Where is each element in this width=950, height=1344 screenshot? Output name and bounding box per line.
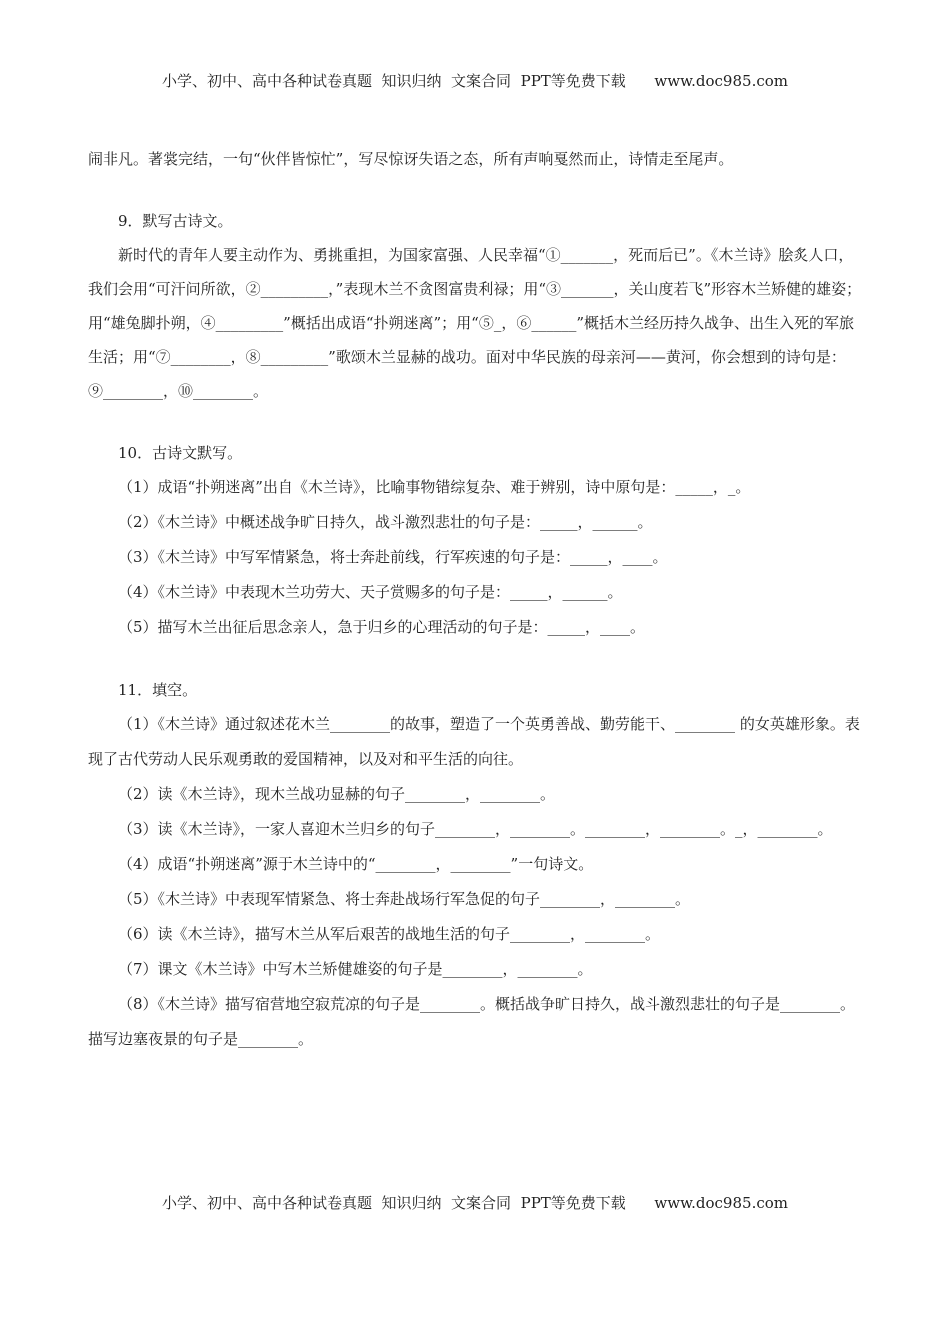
q10-item-1: （1）成语“扑朔迷离”出自《木兰诗》，比喻事物错综复杂、难于辨别，诗中原句是：_____，_。 [118, 478, 751, 496]
q10-item-2: （2）《木兰诗》中概述战争旷日持久，战斗激烈悲壮的句子是：_____，______。 [118, 513, 653, 531]
q9-body: 新时代的青年人要主动作为、勇挑重担，为国家富强、人民幸福“①_______，死而后已”。《木兰诗》脍炙人口，我们会用“可汗问所欲，②_________，”表现木兰不贪图富贵利禄；用“③_______，关山度若飞”形容木兰矫健的雄姿；用“雄兔脚扑朔，④_________”概括出成语“扑朔迷离”；用“⑤_，⑥______”概括木兰经历持久战争、出生入死的军旅生活；用“⑦________，⑧_________”歌颂木兰显赫的战功。面对中华民族的母亲河——黄河，你会想到的诗句是：⑨________，⑩________。 [88, 246, 862, 400]
q11-item-8: （8）《木兰诗》描写宿营地空寂荒凉的句子是________。概括战争旷日持久，战斗激烈悲壮的句子是________。描写边塞夜景的句子是________。 [88, 995, 856, 1048]
q11-item-3: （3）读《木兰诗》，一家人喜迎木兰归乡的句子________，________。________，________。_，________。 [118, 820, 833, 838]
q11-item-2: （2）读《木兰诗》，现木兰战功显赫的句子________，________。 [118, 785, 556, 803]
page-footer: 小学、初中、高中各种试卷真题 知识归纳 文案合同 PPT等免费下载 www.doc985.com [161, 1194, 788, 1212]
q10-title: 10．古诗文默写。 [118, 444, 243, 462]
document-body [88, 142, 864, 1057]
q11-item-1: （1）《木兰诗》通过叙述花木兰________的故事，塑造了一个英勇善战、勤劳能干、________ 的女英雄形象。表现了古代劳动人民乐观勇敢的爱国精神，以及对和平生活的向往。 [88, 715, 860, 768]
q11-title: 11．填空。 [118, 681, 198, 699]
page-header: 小学、初中、高中各种试卷真题 知识归纳 文案合同 PPT等免费下载 www.doc985.com [161, 72, 788, 90]
q10-item-5: （5）描写木兰出征后思念亲人，急于归乡的心理活动的句子是：_____，____。 [118, 618, 646, 636]
q9-title: 9．默写古诗文。 [118, 212, 233, 230]
q11-item-5: （5）《木兰诗》中表现军情紧急、将士奔赴战场行军急促的句子________，________。 [118, 890, 691, 908]
intro-paragraph: 闹非凡。著裳完结，一句“伙伴皆惊忙”，写尽惊讶失语之态，所有声响戛然而止，诗情走至尾声。 [88, 150, 734, 168]
q10-item-4: （4）《木兰诗》中表现木兰功劳大、天子赏赐多的句子是：_____，______。 [118, 583, 623, 601]
q11-item-7: （7）课文《木兰诗》中写木兰矫健雄姿的句子是________，________。 [118, 960, 593, 978]
q11-item-4: （4）成语“扑朔迷离”源于木兰诗中的“________，________”一句诗文。 [118, 855, 594, 873]
q10-item-3: （3）《木兰诗》中写军情紧急，将士奔赴前线，行军疾速的句子是：_____，____。 [118, 548, 668, 566]
q11-item-6: （6）读《木兰诗》，描写木兰从军后艰苦的战地生活的句子________，________。 [118, 925, 661, 943]
